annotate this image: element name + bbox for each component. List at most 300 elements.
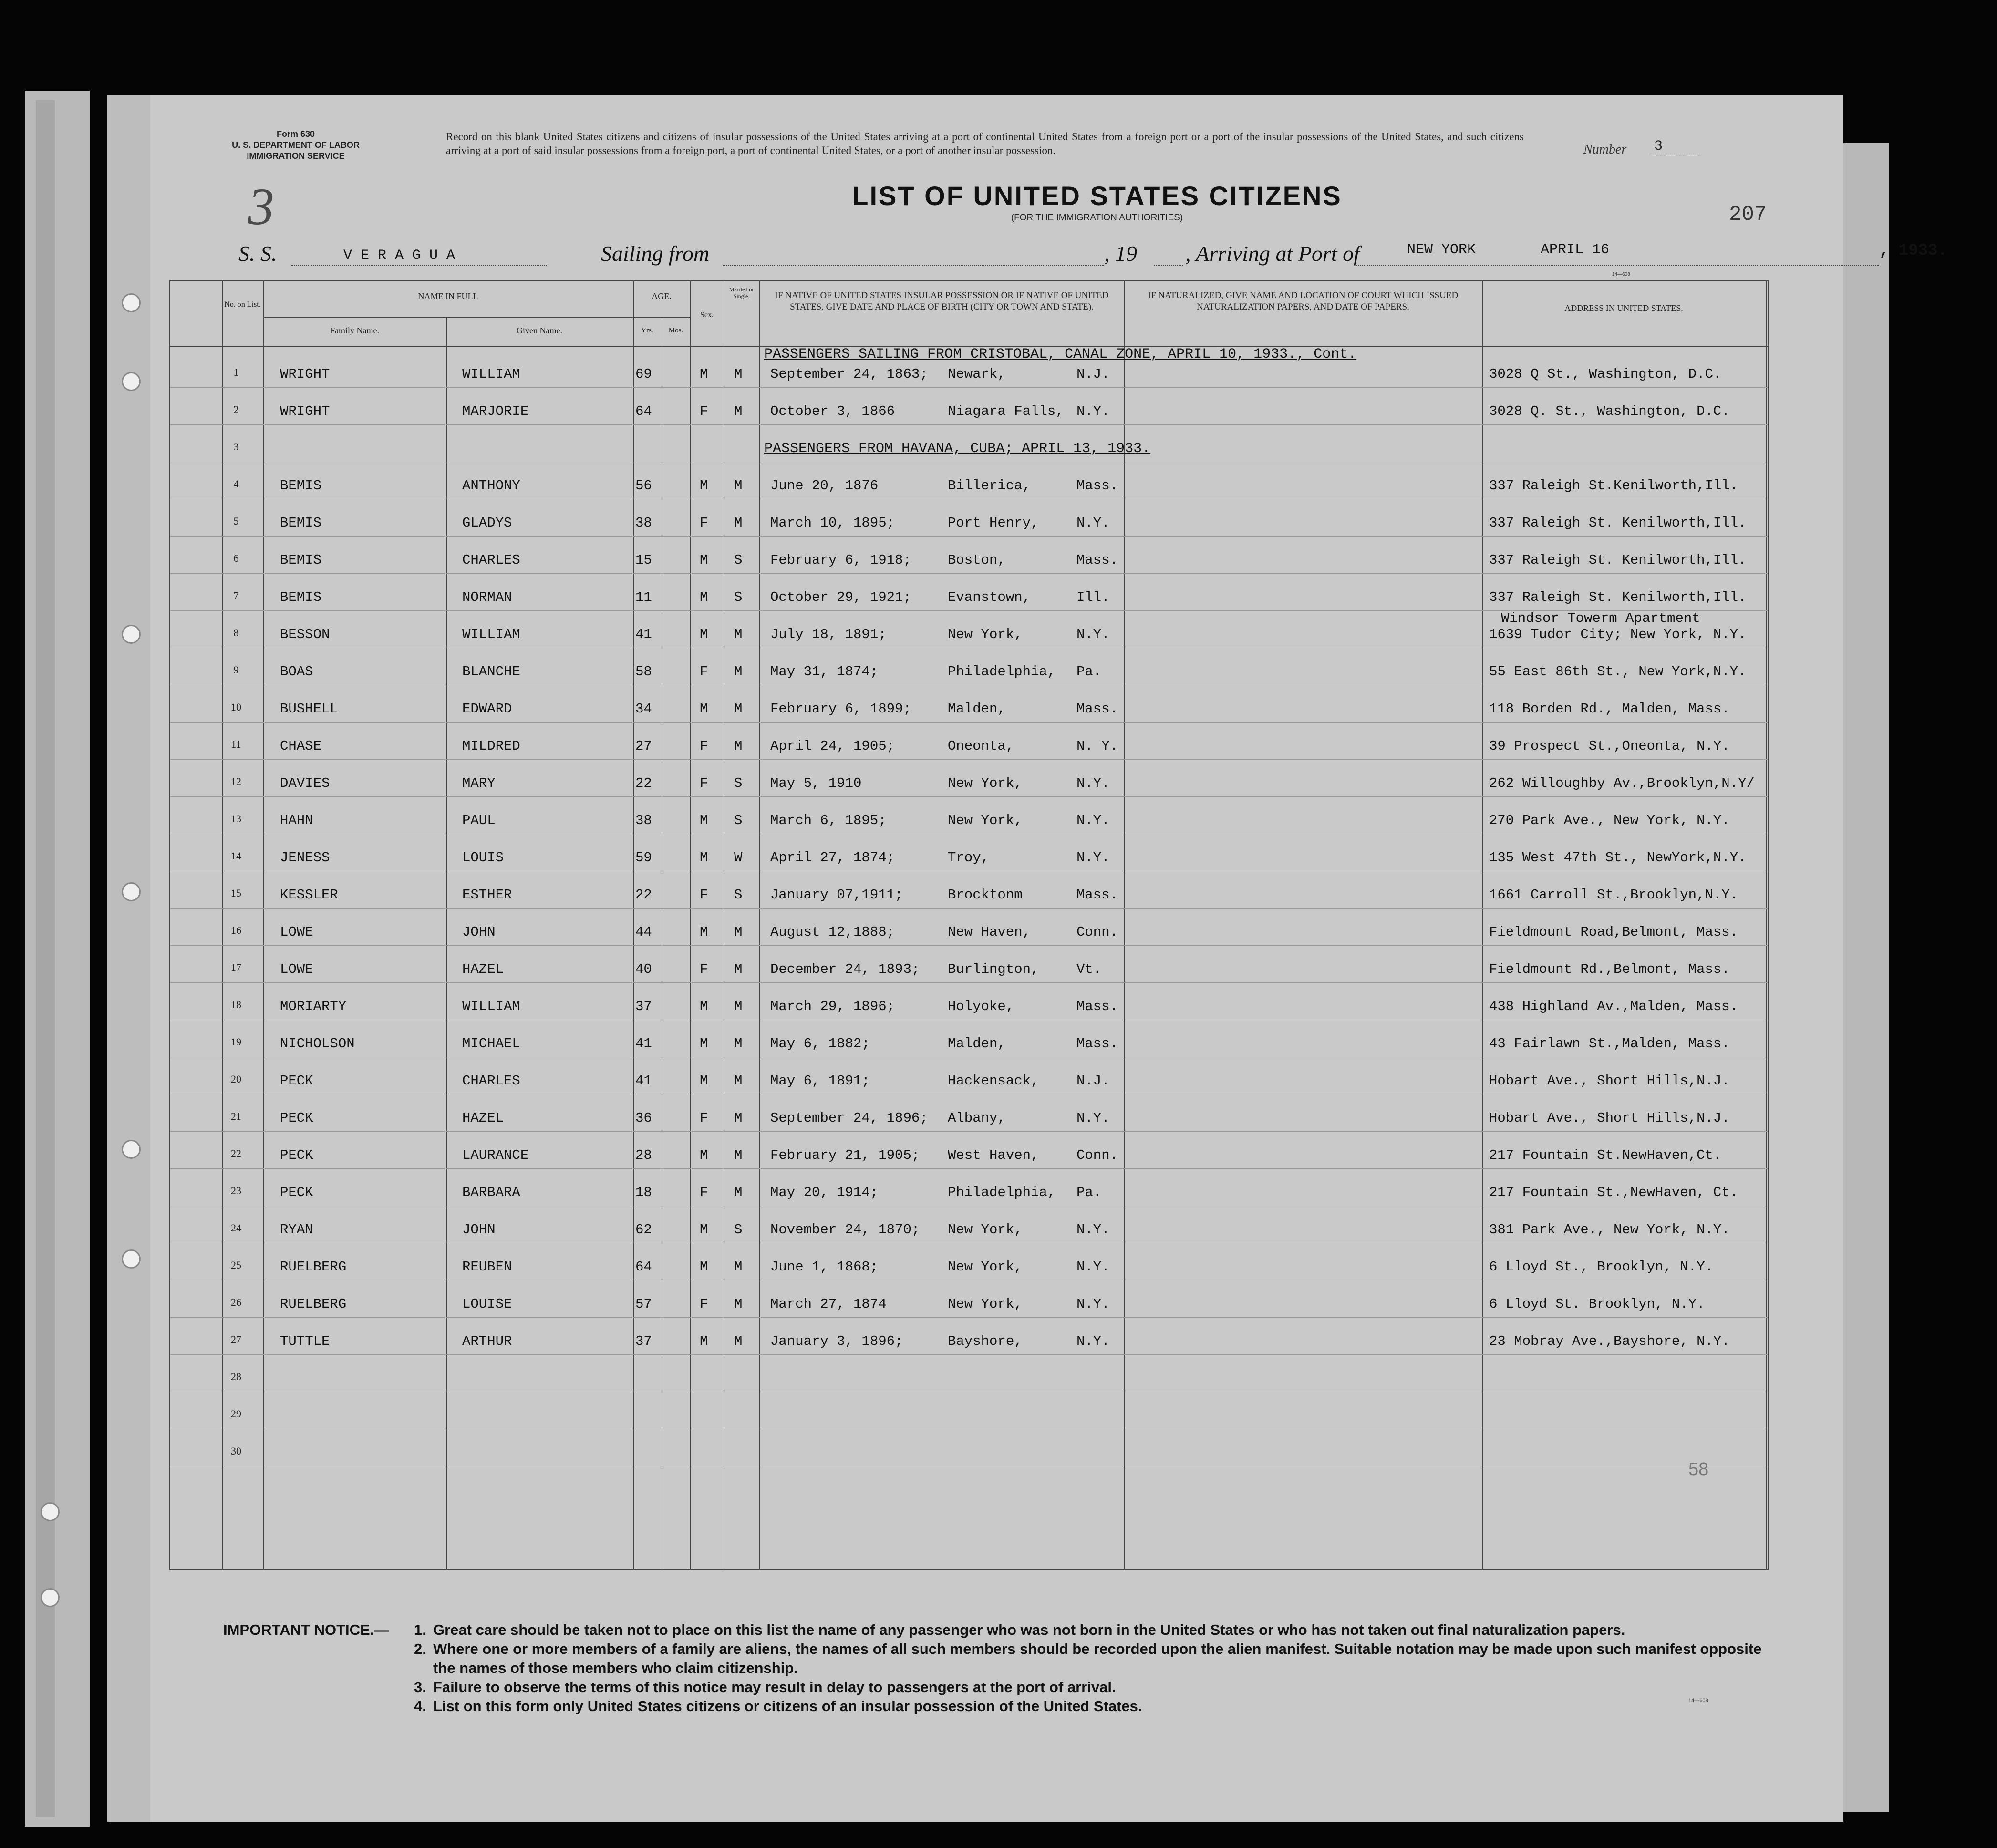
- address: Fieldmount Road,Belmont, Mass.: [1489, 924, 1738, 940]
- birth-state: Mass.: [1076, 552, 1118, 568]
- given-name: BARBARA: [462, 1185, 520, 1200]
- address: 337 Raleigh St.Kenilworth,Ill.: [1489, 478, 1738, 494]
- family-name: PECK: [280, 1147, 313, 1163]
- punch-hole-icon: [122, 372, 141, 391]
- row-rule: [170, 1354, 1768, 1355]
- birth-date: December 24, 1893;: [770, 961, 920, 977]
- given-name: NORMAN: [462, 589, 512, 605]
- row-number: 24: [231, 1222, 241, 1234]
- family-name: TUTTLE: [280, 1333, 330, 1349]
- birth-date: March 29, 1896;: [770, 999, 895, 1014]
- binder-ring-icon: [41, 1502, 60, 1521]
- marital-status: M: [734, 1036, 743, 1052]
- col-age: AGE.: [652, 291, 672, 301]
- family-name: LOWE: [280, 924, 313, 940]
- age-years: 38: [635, 515, 652, 531]
- family-name: BEMIS: [280, 515, 322, 531]
- given-name: JOHN: [462, 924, 496, 940]
- col-family: Family Name.: [330, 326, 379, 335]
- family-name: BEMIS: [280, 589, 322, 605]
- family-name: PECK: [280, 1110, 313, 1126]
- age-years: 22: [635, 887, 652, 903]
- sex: M: [700, 1222, 708, 1238]
- family-name: LOWE: [280, 961, 313, 977]
- record-instructions: Record on this blank United States citizens and citizens of insular possessions of the United States arriving at a port of continental United States from a foreign port or a port of the insular possessions of the United States, and such citizens arriving at a port of said insular possessions from a foreign port, a port of continental United States, or a port of another insular possession.: [446, 131, 1524, 156]
- address: 6 Lloyd St., Brooklyn, N.Y.: [1489, 1259, 1713, 1275]
- given-name: WILLIAM: [462, 627, 520, 642]
- birth-date: February 21, 1905;: [770, 1147, 920, 1163]
- row-rule: [170, 1168, 1768, 1169]
- row-number: 6: [233, 552, 239, 564]
- row-number: 9: [233, 664, 239, 676]
- birth-place: New York,: [948, 775, 1023, 791]
- row-number: 14: [231, 850, 241, 862]
- form-code: 14—608: [1688, 1698, 1708, 1703]
- birth-state: Mass.: [1076, 1036, 1118, 1052]
- birth-date: February 6, 1918;: [770, 552, 911, 568]
- birth-date: May 5, 1910: [770, 775, 862, 791]
- given-name: ARTHUR: [462, 1333, 512, 1349]
- binder-strip-left: [25, 91, 90, 1827]
- family-name: CHASE: [280, 738, 322, 754]
- col-name: NAME IN FULL: [418, 291, 478, 301]
- given-name: REUBEN: [462, 1259, 512, 1275]
- given-name: CHARLES: [462, 1073, 520, 1089]
- marital-status: W: [734, 850, 743, 866]
- birth-place: West Haven,: [948, 1147, 1039, 1163]
- sex: M: [700, 701, 708, 717]
- given-name: WILLIAM: [462, 999, 520, 1014]
- row-number: 28: [231, 1371, 241, 1383]
- birth-date: January 07,1911;: [770, 887, 903, 903]
- marital-status: M: [734, 627, 743, 642]
- age-years: 37: [635, 1333, 652, 1349]
- family-name: BOAS: [280, 664, 313, 680]
- punch-hole-icon: [122, 1140, 141, 1159]
- age-years: 41: [635, 1073, 652, 1089]
- birth-date: March 10, 1895;: [770, 515, 895, 531]
- row-rule: [170, 982, 1768, 983]
- birth-place: Niagara Falls,: [948, 403, 1064, 419]
- family-name: RUELBERG: [280, 1296, 347, 1312]
- birth-date: February 6, 1899;: [770, 701, 911, 717]
- page-subtitle: (FOR THE IMMIGRATION AUTHORITIES): [1011, 213, 1183, 223]
- birth-state: N.Y.: [1076, 813, 1110, 828]
- marital-status: M: [734, 366, 743, 382]
- col-birth: IF NATIVE OF UNITED STATES INSULAR POSSESSION OR IF NATIVE OF UNITED STATES, GIVE DATE AND PLACE OF BIRTH (CITY OR TOWN AND STATE).: [775, 290, 1109, 312]
- age-years: 15: [635, 552, 652, 568]
- row-rule: [170, 945, 1768, 946]
- notice-title: IMPORTANT NOTICE.—: [223, 1621, 389, 1638]
- birth-state: Pa.: [1076, 1185, 1102, 1200]
- address: Hobart Ave., Short Hills,N.J.: [1489, 1073, 1730, 1089]
- punch-hole-icon: [122, 625, 141, 644]
- row-rule: [170, 536, 1768, 537]
- age-years: 11: [635, 589, 652, 605]
- birth-place: Philadelphia,: [948, 664, 1056, 680]
- sex: M: [700, 924, 708, 940]
- age-years: 27: [635, 738, 652, 754]
- marital-status: M: [734, 515, 743, 531]
- row-number: 25: [231, 1259, 241, 1271]
- col-married: Married or Single.: [729, 286, 754, 299]
- birth-state: Ill.: [1076, 589, 1110, 605]
- birth-place: Bayshore,: [948, 1333, 1023, 1349]
- age-years: 36: [635, 1110, 652, 1126]
- age-years: 18: [635, 1185, 652, 1200]
- birth-date: October 3, 1866: [770, 403, 895, 419]
- col-naturalized: IF NATURALIZED, GIVE NAME AND LOCATION OF COURT WHICH ISSUED NATURALIZATION PAPERS, AND DATE OF PAPERS.: [1148, 290, 1459, 312]
- row-number: 5: [233, 515, 239, 527]
- birth-state: Mass.: [1076, 701, 1118, 717]
- age-years: 34: [635, 701, 652, 717]
- notice-item: 2. Where one or more members of a family are aliens, the names of all such members should be recorded upon the alien manifest. Suitable notation may be made upon such manifest opposite the names of those members who claim citizenship.: [414, 1641, 1762, 1676]
- ship-name: V E R A G U A: [343, 248, 455, 264]
- row-number: 4: [233, 478, 239, 490]
- birth-date: August 12,1888;: [770, 924, 895, 940]
- handwritten-mark: 3: [248, 177, 274, 236]
- row-number: 23: [231, 1185, 241, 1197]
- passenger-manifest-table: [169, 280, 1769, 1570]
- marital-status: S: [734, 813, 743, 828]
- page-title: LIST OF UNITED STATES CITIZENS: [852, 181, 1342, 211]
- given-name: PAUL: [462, 813, 496, 828]
- birth-state: N.Y.: [1076, 403, 1110, 419]
- age-years: 64: [635, 403, 652, 419]
- birth-state: N.Y.: [1076, 1259, 1110, 1275]
- address: 23 Mobray Ave.,Bayshore, N.Y.: [1489, 1333, 1730, 1349]
- given-name: MARY: [462, 775, 496, 791]
- voyage-line: [238, 241, 1947, 269]
- family-name: HAHN: [280, 813, 313, 828]
- address: 438 Highland Av.,Malden, Mass.: [1489, 999, 1738, 1014]
- marital-status: M: [734, 1296, 743, 1312]
- birth-place: New Haven,: [948, 924, 1031, 940]
- row-rule: [170, 759, 1768, 760]
- age-years: 56: [635, 478, 652, 494]
- age-years: 62: [635, 1222, 652, 1238]
- birth-place: Brocktonm: [948, 887, 1023, 903]
- age-years: 22: [635, 775, 652, 791]
- given-name: LOUIS: [462, 850, 504, 866]
- birth-state: N.Y.: [1076, 1110, 1110, 1126]
- birth-place: New York,: [948, 1259, 1023, 1275]
- birth-place: Port Henry,: [948, 515, 1039, 531]
- birth-state: Vt.: [1076, 961, 1102, 977]
- arrival-port: NEW YORK: [1407, 242, 1476, 258]
- address: Hobart Ave., Short Hills,N.J.: [1489, 1110, 1730, 1126]
- address: 118 Borden Rd., Malden, Mass.: [1489, 701, 1730, 717]
- sex: M: [700, 1333, 708, 1349]
- age-years: 41: [635, 1036, 652, 1052]
- marital-status: M: [734, 1110, 743, 1126]
- family-name: BUSHELL: [280, 701, 338, 717]
- age-years: 57: [635, 1296, 652, 1312]
- row-number: 19: [231, 1036, 241, 1048]
- birth-state: N.Y.: [1076, 515, 1110, 531]
- punch-hole-icon: [122, 882, 141, 901]
- given-name: LAURANCE: [462, 1147, 529, 1163]
- sex: F: [700, 887, 708, 903]
- address: 337 Raleigh St. Kenilworth,Ill.: [1489, 515, 1747, 531]
- address: 1639 Tudor City; New York, N.Y.: [1489, 627, 1747, 642]
- family-name: BEMIS: [280, 478, 322, 494]
- birth-state: N.Y.: [1076, 1222, 1110, 1238]
- sex: M: [700, 552, 708, 568]
- address: 262 Willoughby Av.,Brooklyn,N.Y/: [1489, 775, 1755, 791]
- marital-status: M: [734, 403, 743, 419]
- arrival-year: , 1933.: [1879, 242, 1947, 260]
- birth-state: N. Y.: [1076, 738, 1118, 754]
- given-name: LOUISE: [462, 1296, 512, 1312]
- row-number: 12: [231, 775, 241, 787]
- address: 270 Park Ave., New York, N.Y.: [1489, 813, 1730, 828]
- age-years: 64: [635, 1259, 652, 1275]
- row-number: 26: [231, 1296, 241, 1308]
- birth-state: N.J.: [1076, 366, 1110, 382]
- sex: M: [700, 999, 708, 1014]
- birth-state: N.Y.: [1076, 1296, 1110, 1312]
- family-name: WRIGHT: [280, 366, 330, 382]
- row-number: 29: [231, 1408, 241, 1420]
- age-years: 38: [635, 813, 652, 828]
- birth-date: April 27, 1874;: [770, 850, 895, 866]
- birth-state: Mass.: [1076, 478, 1118, 494]
- form-number: Form 630: [276, 129, 315, 139]
- birth-date: January 3, 1896;: [770, 1333, 903, 1349]
- notice-item: 4. List on this form only United States citizens or citizens of an insular possession of the United States.: [414, 1698, 1142, 1714]
- family-name: DAVIES: [280, 775, 330, 791]
- row-number: 16: [231, 924, 241, 936]
- birth-state: N.Y.: [1076, 627, 1110, 642]
- row-number: 2: [233, 403, 239, 415]
- col-given: Given Name.: [517, 326, 562, 335]
- year-label: , 19: [1104, 241, 1137, 266]
- age-years: 58: [635, 664, 652, 680]
- sex: M: [700, 1036, 708, 1052]
- ss-label: S. S.: [238, 241, 277, 266]
- number-value: 3: [1651, 138, 1702, 155]
- sex: M: [700, 589, 708, 605]
- sex: F: [700, 961, 708, 977]
- age-years: 69: [635, 366, 652, 382]
- birth-date: May 6, 1891;: [770, 1073, 870, 1089]
- birth-date: November 24, 1870;: [770, 1222, 920, 1238]
- marital-status: M: [734, 924, 743, 940]
- given-name: HAZEL: [462, 1110, 504, 1126]
- sex: M: [700, 813, 708, 828]
- birth-place: Burlington,: [948, 961, 1039, 977]
- birth-date: October 29, 1921;: [770, 589, 911, 605]
- form-identifier: [200, 129, 391, 162]
- given-name: ESTHER: [462, 887, 512, 903]
- marital-status: M: [734, 961, 743, 977]
- row-number: 27: [231, 1333, 241, 1345]
- marital-status: M: [734, 999, 743, 1014]
- age-years: 37: [635, 999, 652, 1014]
- birth-place: New York,: [948, 627, 1023, 642]
- birth-place: Philadelphia,: [948, 1185, 1056, 1200]
- binder-strip-shadow: [36, 100, 55, 1817]
- row-number: 8: [233, 627, 239, 639]
- birth-place: Oneonta,: [948, 738, 1014, 754]
- marital-status: M: [734, 478, 743, 494]
- birth-place: Holyoke,: [948, 999, 1014, 1014]
- row-number: 7: [233, 589, 239, 601]
- sex: F: [700, 1110, 708, 1126]
- birth-date: March 6, 1895;: [770, 813, 887, 828]
- sex: M: [700, 366, 708, 382]
- col-sex: Sex.: [700, 311, 714, 319]
- address: 217 Fountain St.NewHaven,Ct.: [1489, 1147, 1722, 1163]
- address: 43 Fairlawn St.,Malden, Mass.: [1489, 1036, 1730, 1052]
- given-name: WILLIAM: [462, 366, 520, 382]
- family-name: KESSLER: [280, 887, 338, 903]
- given-name: HAZEL: [462, 961, 504, 977]
- birth-place: Evanstown,: [948, 589, 1031, 605]
- row-number: 30: [231, 1445, 241, 1457]
- birth-place: New York,: [948, 1296, 1023, 1312]
- sex: M: [700, 478, 708, 494]
- birth-state: N.J.: [1076, 1073, 1110, 1089]
- birth-date: April 24, 1905;: [770, 738, 895, 754]
- address: 3028 Q. St., Washington, D.C.: [1489, 403, 1730, 419]
- address: 6 Lloyd St. Brooklyn, N.Y.: [1489, 1296, 1705, 1312]
- birth-place: New York,: [948, 1222, 1023, 1238]
- birth-date: March 27, 1874: [770, 1296, 887, 1312]
- birth-place: Hackensack,: [948, 1073, 1039, 1089]
- birth-place: Malden,: [948, 701, 1006, 717]
- address: 135 West 47th St., NewYork,N.Y.: [1489, 850, 1747, 866]
- sex: F: [700, 1185, 708, 1200]
- birth-state: N.Y.: [1076, 775, 1110, 791]
- section-heading: PASSENGERS SAILING FROM CRISTOBAL, CANAL ZONE, APRIL 10, 1933., Cont.: [764, 346, 1357, 362]
- marital-status: S: [734, 552, 743, 568]
- row-rule: [170, 1131, 1768, 1132]
- sex: M: [700, 850, 708, 866]
- given-name: MARJORIE: [462, 403, 529, 419]
- birth-date: May 6, 1882;: [770, 1036, 870, 1052]
- birth-date: June 1, 1868;: [770, 1259, 879, 1275]
- marital-status: M: [734, 664, 743, 680]
- birth-place: Newark,: [948, 366, 1006, 382]
- age-years: 59: [635, 850, 652, 866]
- row-rule: [170, 722, 1768, 723]
- col-no: No. on List.: [224, 300, 261, 309]
- birth-place: Albany,: [948, 1110, 1006, 1126]
- address: 3028 Q St., Washington, D.C.: [1489, 366, 1722, 382]
- birth-place: Billerica,: [948, 478, 1031, 494]
- marital-status: S: [734, 589, 743, 605]
- sailing-from-label: Sailing from: [601, 241, 710, 266]
- sex: M: [700, 1073, 708, 1089]
- birth-state: N.Y.: [1076, 1333, 1110, 1349]
- row-number: 20: [231, 1073, 241, 1085]
- family-name: WRIGHT: [280, 403, 330, 419]
- birth-place: New York,: [948, 813, 1023, 828]
- row-rule: [170, 908, 1768, 909]
- row-rule: [170, 387, 1768, 388]
- row-number: 17: [231, 961, 241, 973]
- marital-status: M: [734, 1333, 743, 1349]
- given-name: ANTHONY: [462, 478, 520, 494]
- given-name: MICHAEL: [462, 1036, 520, 1052]
- birth-date: July 18, 1891;: [770, 627, 887, 642]
- row-number: 13: [231, 813, 241, 825]
- birth-date: May 31, 1874;: [770, 664, 879, 680]
- age-years: 41: [635, 627, 652, 642]
- row-number: 10: [231, 701, 241, 713]
- page-number: 207: [1729, 203, 1767, 227]
- address: 337 Raleigh St. Kenilworth,Ill.: [1489, 552, 1747, 568]
- row-number: 1: [233, 366, 239, 378]
- address: 1661 Carroll St.,Brooklyn,N.Y.: [1489, 887, 1738, 903]
- marital-status: M: [734, 738, 743, 754]
- sex: F: [700, 775, 708, 791]
- notice-item: 3. Failure to observe the terms of this notice may result in delay to passengers at the port of arrival.: [414, 1679, 1116, 1695]
- col-address: ADDRESS IN UNITED STATES.: [1564, 303, 1683, 313]
- marital-status: M: [734, 1259, 743, 1275]
- address: 39 Prospect St.,Oneonta, N.Y.: [1489, 738, 1730, 754]
- birth-date: September 24, 1896;: [770, 1110, 928, 1126]
- birth-place: Malden,: [948, 1036, 1006, 1052]
- birth-date: June 20, 1876: [770, 478, 879, 494]
- marital-status: S: [734, 1222, 743, 1238]
- birth-state: Conn.: [1076, 924, 1118, 940]
- given-name: JOHN: [462, 1222, 496, 1238]
- birth-place: Boston,: [948, 552, 1006, 568]
- printer-mark: 14—608: [1612, 272, 1630, 277]
- sex: M: [700, 1259, 708, 1275]
- birth-state: Conn.: [1076, 1147, 1118, 1163]
- binder-ring-icon: [41, 1588, 60, 1607]
- page-margin: [107, 95, 150, 1822]
- sex: F: [700, 738, 708, 754]
- arriving-label: , Arriving at Port of: [1185, 241, 1360, 266]
- age-years: 44: [635, 924, 652, 940]
- section-heading: PASSENGERS FROM HAVANA, CUBA; APRIL 13, 1933.: [764, 441, 1151, 457]
- marital-status: S: [734, 887, 743, 903]
- sex: M: [700, 627, 708, 642]
- given-name: GLADYS: [462, 515, 512, 531]
- address: 381 Park Ave., New York, N.Y.: [1489, 1222, 1730, 1238]
- birth-date: September 24, 1863;: [770, 366, 928, 382]
- birth-date: May 20, 1914;: [770, 1185, 879, 1200]
- punch-hole-icon: [122, 293, 141, 312]
- sex: M: [700, 1147, 708, 1163]
- marital-status: S: [734, 775, 743, 791]
- sex: F: [700, 1296, 708, 1312]
- row-number: 22: [231, 1147, 241, 1159]
- given-name: BLANCHE: [462, 664, 520, 680]
- birth-state: Mass.: [1076, 999, 1118, 1014]
- department-name: U. S. DEPARTMENT OF LABOR: [232, 140, 360, 150]
- col-mos: Mos.: [668, 327, 683, 334]
- birth-place: Troy,: [948, 850, 990, 866]
- address: 337 Raleigh St. Kenilworth,Ill.: [1489, 589, 1747, 605]
- row-number: 21: [231, 1110, 241, 1122]
- age-years: 28: [635, 1147, 652, 1163]
- address-line1: Windsor Towerm Apartment: [1501, 610, 1700, 626]
- given-name: EDWARD: [462, 701, 512, 717]
- punch-hole-icon: [122, 1249, 141, 1269]
- notice-item: 1. Great care should be taken not to place on this list the name of any passenger who was not born in the United States or who has not taken out final naturalization papers.: [414, 1621, 1625, 1638]
- given-name: CHARLES: [462, 552, 520, 568]
- family-name: JENESS: [280, 850, 330, 866]
- row-number: 18: [231, 999, 241, 1011]
- row-rule: [170, 1317, 1768, 1318]
- given-name: MILDRED: [462, 738, 520, 754]
